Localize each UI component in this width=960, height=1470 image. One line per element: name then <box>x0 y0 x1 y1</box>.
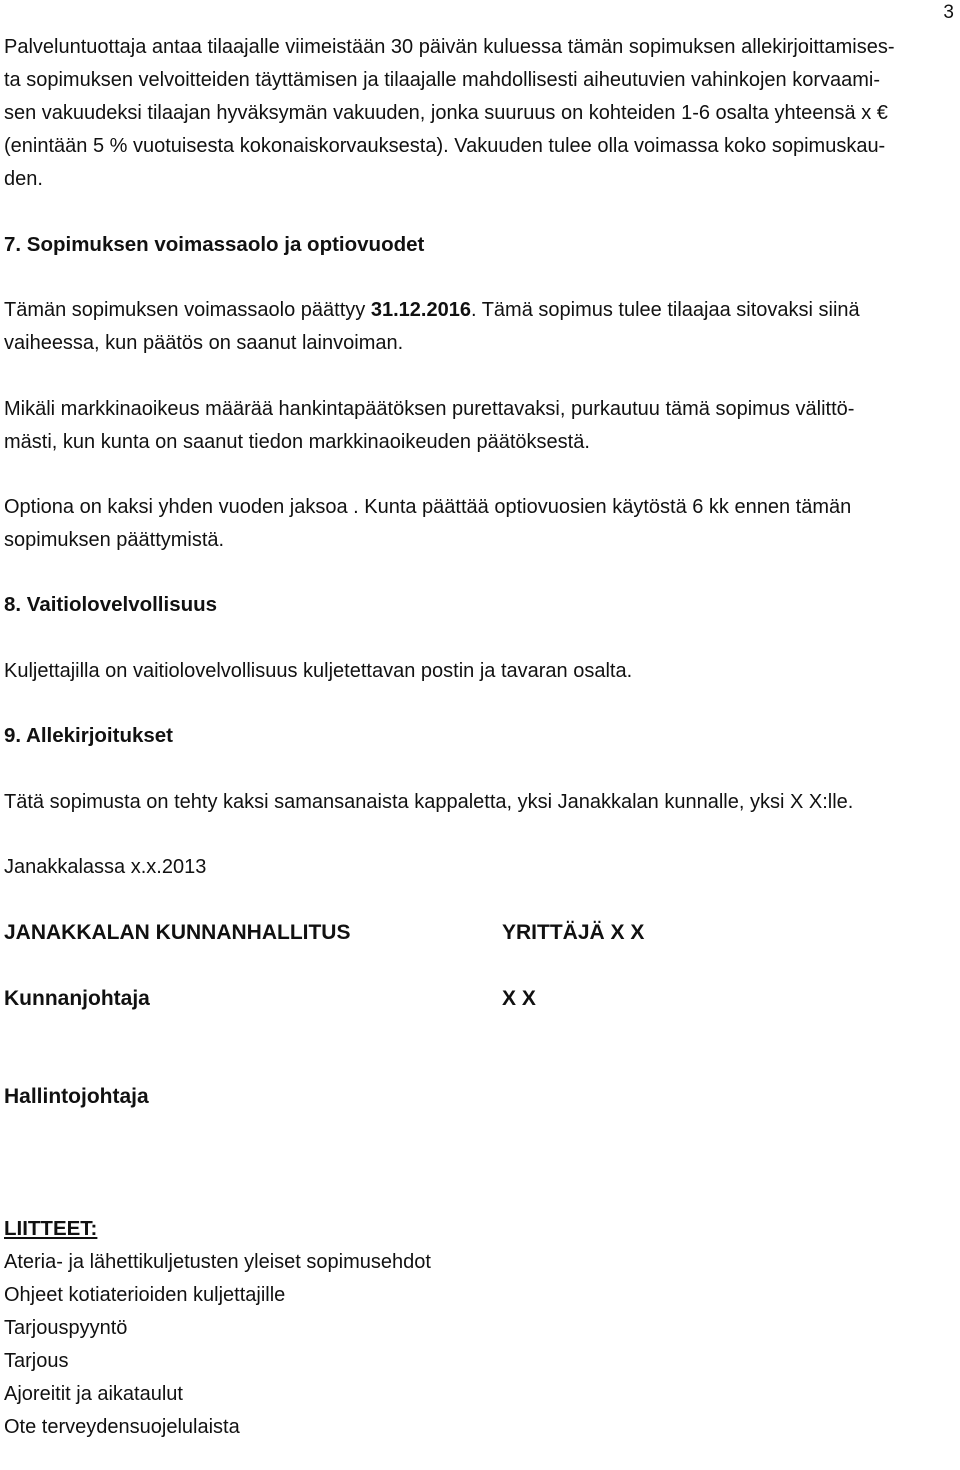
text-span: . Tämä sopimus tulee tilaajaa sitovaksi siinä <box>470 299 860 321</box>
text-line: ta sopimuksen velvoitteiden täyttämisen ja tilaajalle mahdollisesti aiheutuvien vahinkojen korvaami- <box>4 69 881 91</box>
list-item: Ote terveydensuojelulaista <box>4 1416 240 1438</box>
list-item: Tarjouspyyntö <box>4 1317 128 1339</box>
signature-right-name: X X <box>502 987 536 1010</box>
signature-right-org: YRITTÄJÄ X X <box>502 921 645 944</box>
section-8-text: Kuljettajilla on vaitiolovelvollisuus kuljetettavan postin ja tavaran osalta. <box>4 660 633 682</box>
signature-left-org: JANAKKALAN KUNNANHALLITUS <box>4 921 351 944</box>
text-line: (enintään 5 % vuotuisesta kokonaiskorvauksesta). Vakuuden tulee olla voimassa koko sopimuskau- <box>4 135 886 157</box>
text-span: Tämän sopimuksen voimassaolo päättyy <box>4 299 371 321</box>
text-line: sopimuksen päättymistä. <box>4 529 225 551</box>
text-line: den. <box>4 168 43 190</box>
text-line: sen vakuudeksi tilaajan hyväksymän vakuuden, jonka suuruus on kohteiden 1-6 osalta yhteensä x € <box>4 102 888 124</box>
section-8-heading: 8. Vaitiolovelvollisuus <box>4 593 218 616</box>
section-9-text: Tätä sopimusta on tehty kaksi samansanaista kappaletta, yksi Janakkalan kunnalle, yksi X X:lle. <box>4 791 854 813</box>
list-item: Tarjous <box>4 1350 69 1372</box>
page-number: 3 <box>943 2 954 23</box>
text-line: Palveluntuottaja antaa tilaajalle viimeistään 30 päivän kuluessa tämän sopimuksen allekirjoittamises- <box>4 36 895 58</box>
signature-left-title: Kunnanjohtaja <box>4 987 150 1010</box>
text-line: vaiheessa, kun päätös on saanut lainvoiman. <box>4 332 404 354</box>
text-line: mästi, kun kunta on saanut tiedon markkinaoikeuden päätöksestä. <box>4 431 590 453</box>
section-7-paragraph-1 <box>4 298 860 322</box>
list-item: Ajoreitit ja aikataulut <box>4 1383 183 1405</box>
section-9-heading: 9. Allekirjoitukset <box>4 724 173 747</box>
place-date: Janakkalassa x.x.2013 <box>4 856 207 878</box>
end-date: 31.12.2016 <box>370 299 471 321</box>
signature-left-title-2: Hallintojohtaja <box>4 1085 149 1108</box>
list-item: Ateria- ja lähettikuljetusten yleiset sopimusehdot <box>4 1251 431 1273</box>
section-7-paragraph-3: Optiona on kaksi yhden vuoden jaksoa . Kunta päättää optiovuosien käytöstä 6 kk ennen tämän <box>4 496 852 518</box>
section-7-paragraph-2: Mikäli markkinaoikeus määrää hankintapäätöksen purettavaksi, purkautuu tämä sopimus välittö- <box>4 398 855 420</box>
list-item: Ohjeet kotiaterioiden kuljettajille <box>4 1284 286 1306</box>
section-7-heading: 7. Sopimuksen voimassaolo ja optiovuodet <box>4 233 425 256</box>
attachments-heading: LIITTEET: <box>4 1217 98 1240</box>
